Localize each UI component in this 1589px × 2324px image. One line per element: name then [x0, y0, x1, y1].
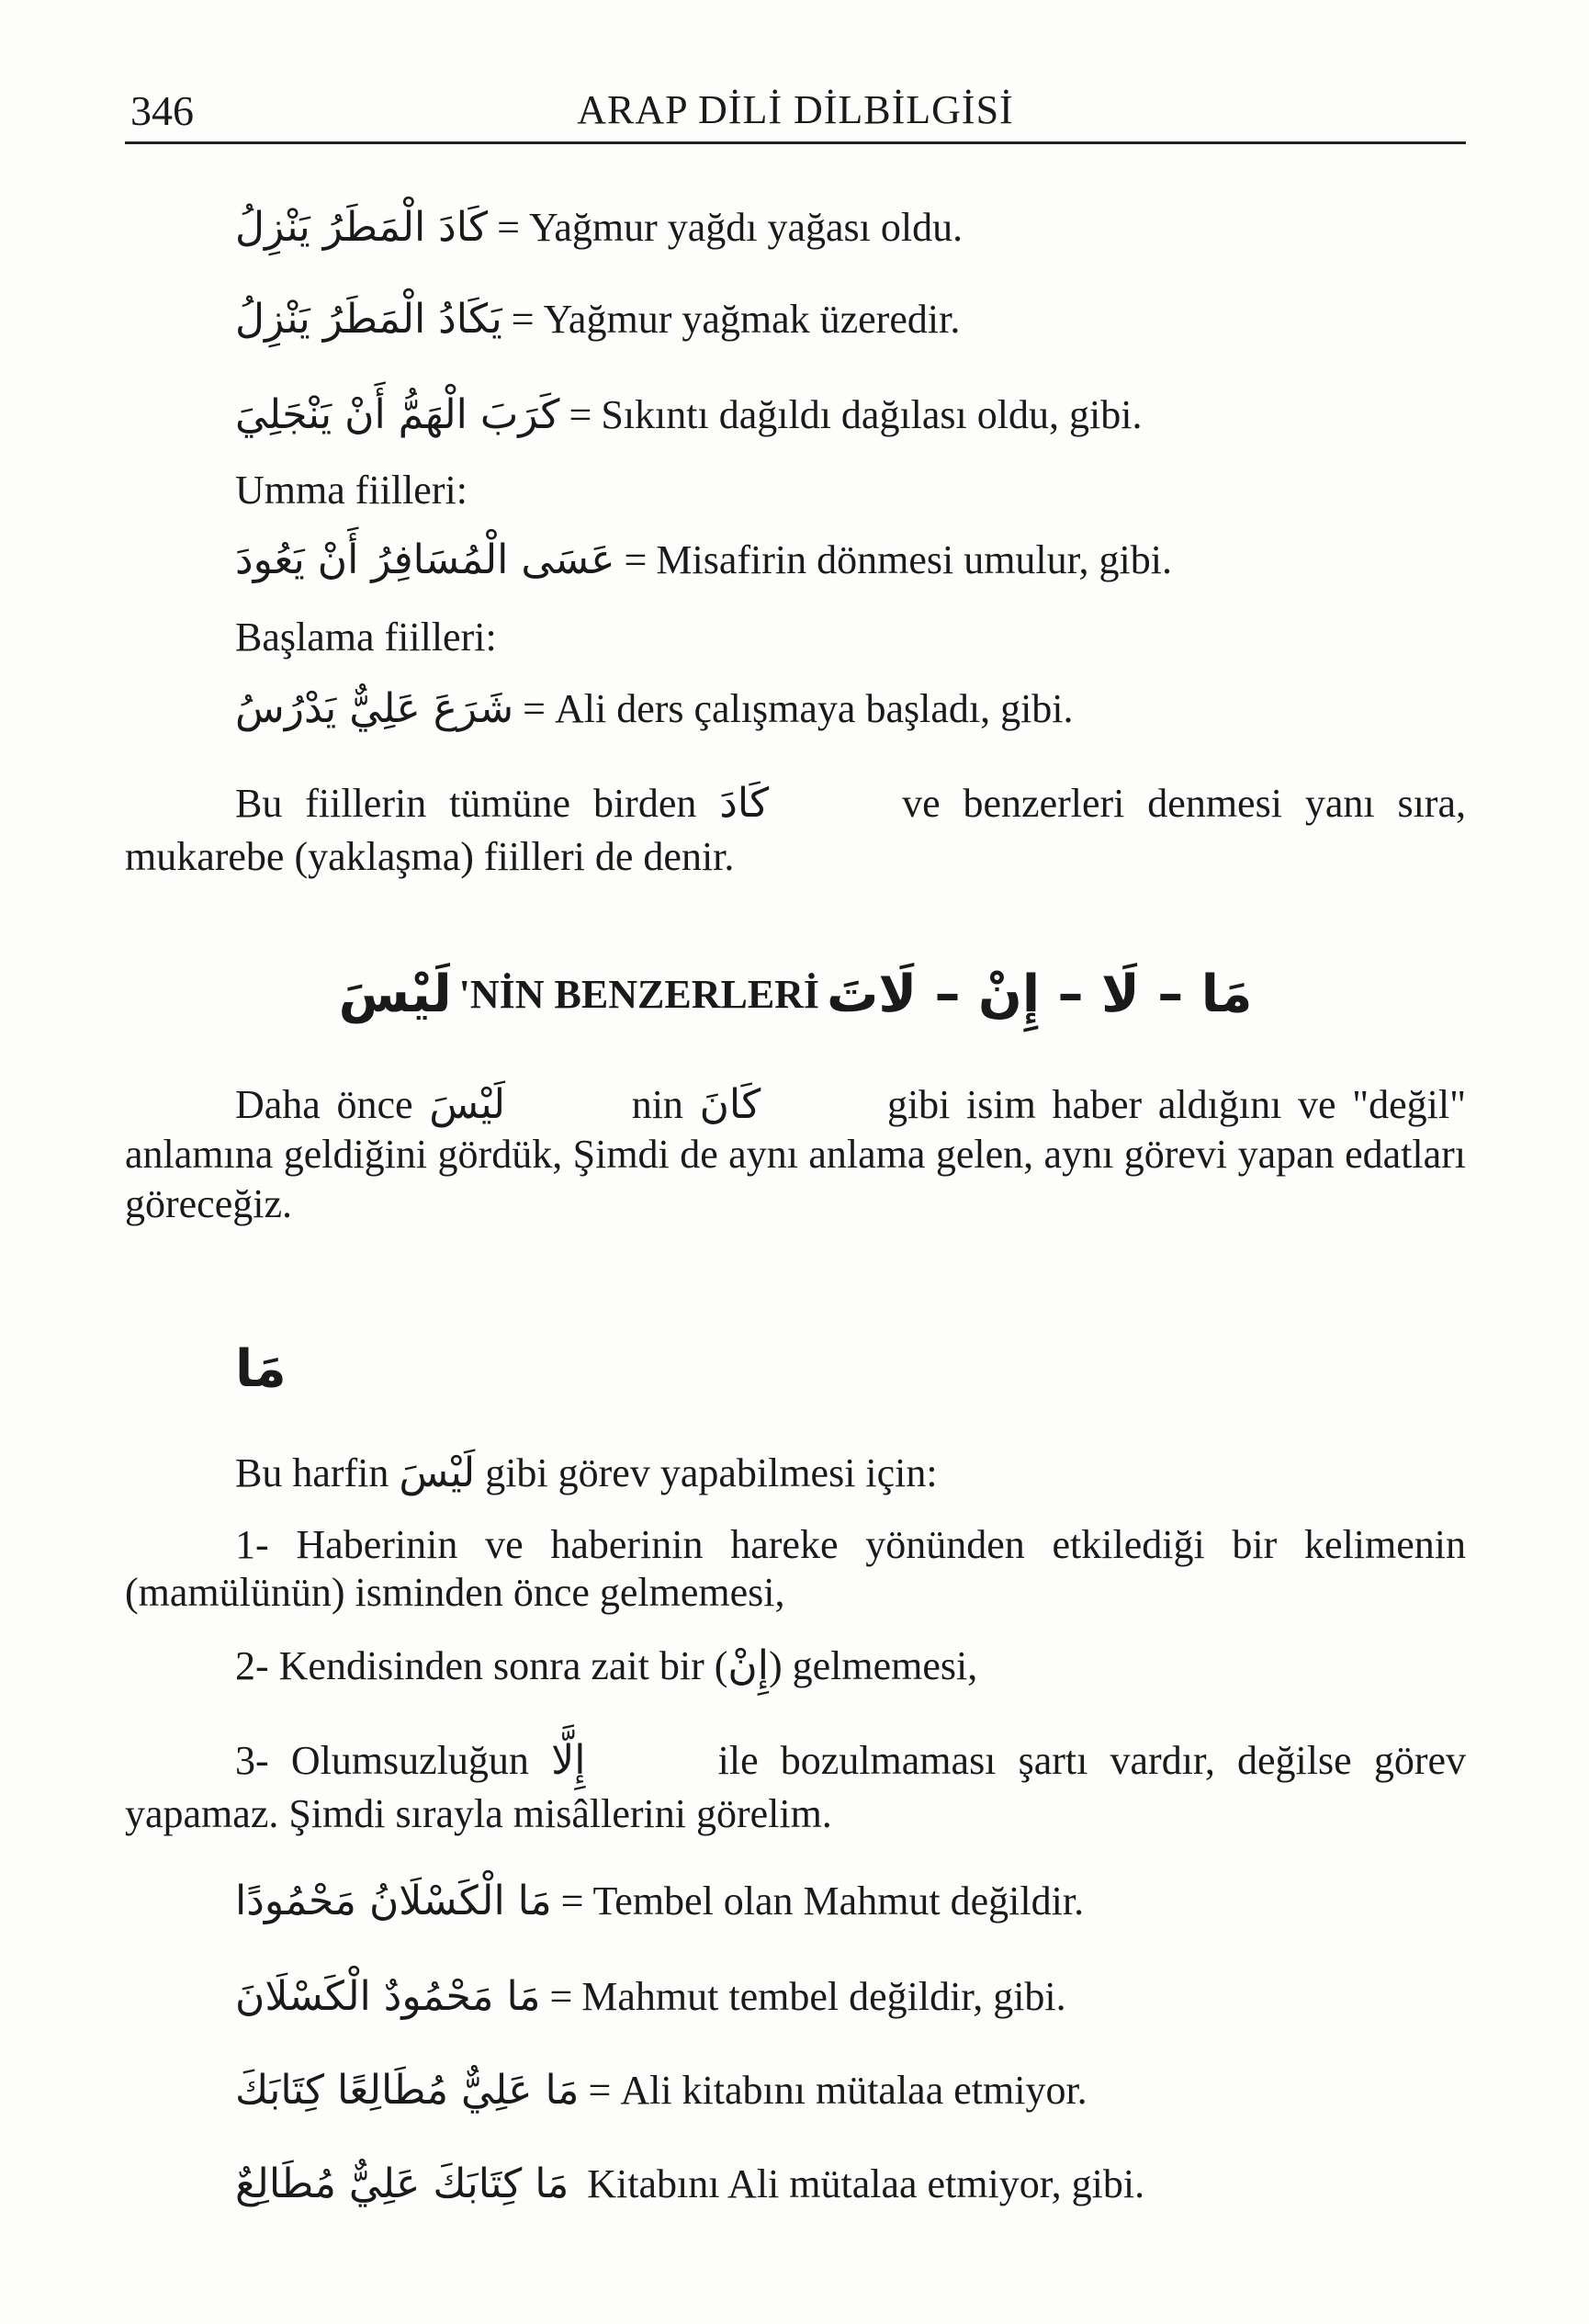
equals-sign: =	[523, 686, 546, 731]
text-segment: gibi isim haber aldığını ve "değil" anlamına geldiğini gördük, Şimdi de aynı anlama gelen, aynı görevi yapan edatları göreceğiz.	[125, 1082, 1467, 1226]
equals-sign: =	[497, 205, 520, 250]
sub-heading: مَا	[235, 1339, 287, 1399]
condition-item	[125, 1734, 1466, 1841]
example-line	[235, 2160, 1144, 2208]
example-line	[235, 685, 1074, 733]
running-title: ARAP DİLİ DİLBİLGİSİ	[577, 87, 1014, 132]
paragraph	[235, 1450, 938, 1497]
condition-item	[235, 1642, 977, 1690]
equals-sign: =	[588, 2068, 612, 2113]
translation: Sıkıntı dağıldı dağılası oldu, gibi.	[601, 392, 1143, 437]
arabic-word: كَانَ	[699, 1081, 761, 1128]
baslama-label: Başlama fiilleri:	[235, 615, 497, 660]
condition-item: 1- Haberinin ve haberinin hareke yönünden etkilediği bir kelimenin (mamülünün) isminden önce gelmemesi,	[125, 1522, 1466, 1615]
paragraph	[125, 777, 1466, 884]
paragraph	[125, 1080, 1466, 1229]
text-segment: ve benzerleri denmesi yanı sıra, mukarebe (yaklaşma) fiilleri de denir.	[125, 781, 1466, 879]
umma-label: Umma fiilleri:	[235, 468, 468, 513]
text-segment: ile bozulmaması şartı vardır, değilse görev yapamaz. Şimdi sırayla misâllerini görelim.	[125, 1738, 1466, 1836]
translation: Mahmut tembel değildir, gibi.	[581, 1974, 1066, 2019]
text-segment: Bu fiillerin tümüne birden	[235, 781, 697, 826]
section-heading	[125, 965, 1466, 1038]
example-line	[235, 204, 963, 252]
arabic-phrase: كَادَ الْمَطَرُ يَنْزِلُ	[235, 204, 489, 251]
arabic-phrase: مَا كِتَابَكَ عَلِيٌّ مُطَالِعٌ	[235, 2160, 569, 2207]
arabic-phrase: مَا عَلِيٌّ مُطَالِعًا كِتَابَكَ	[235, 2067, 580, 2114]
translation: Misafirin dönmesi umulur, gibi.	[656, 537, 1172, 582]
arabic-word: كَادَ	[719, 780, 770, 827]
translation: Yağmur yağmak üzeredir.	[543, 297, 961, 342]
text-segment: Bu harfin	[235, 1450, 389, 1495]
equals-sign: =	[624, 537, 648, 582]
translation: Tembel olan Mahmut değildir.	[592, 1878, 1085, 1924]
example-line	[235, 296, 960, 344]
text-segment: 2- Kendisinden sonra zait bir (	[235, 1643, 728, 1688]
text-segment: nin	[631, 1082, 683, 1127]
arabic-phrase: مَا مَحْمُودٌ الْكَسْلَانَ	[235, 1973, 541, 2020]
translation: Yağmur yağdı yağası oldu.	[528, 205, 964, 250]
example-line	[235, 1878, 1084, 1925]
text-segment: Daha önce	[235, 1082, 413, 1127]
page-header	[125, 81, 1466, 144]
arabic-word: لَيْسَ	[429, 1081, 506, 1128]
arabic-particles: مَا – لَا – إِنْ – لَاتَ	[827, 965, 1253, 1024]
example-line	[235, 391, 1142, 439]
equals-sign: =	[569, 392, 592, 437]
example-line	[235, 2067, 1088, 2115]
page-number: 346	[130, 87, 194, 134]
equals-sign: =	[511, 297, 535, 342]
arabic-phrase: مَا الْكَسْلَانُ مَحْمُودًا	[235, 1878, 552, 1924]
example-line	[235, 536, 1172, 584]
arabic-laysa: لَيْسَ	[338, 965, 452, 1024]
arabic-phrase: يَكَادُ الْمَطَرُ يَنْزِلُ	[235, 296, 502, 343]
equals-sign: =	[560, 1878, 584, 1924]
translation: Ali kitabını mütalaa etmiyor.	[620, 2068, 1088, 2113]
arabic-phrase: شَرَعَ عَلِيٌّ يَدْرُسُ	[235, 685, 514, 732]
arabic-phrase: عَسَى الْمُسَافِرُ أَنْ يَعُودَ	[235, 536, 615, 583]
translation: Kitabını Ali mütalaa etmiyor, gibi.	[587, 2161, 1145, 2206]
arabic-phrase: كَرَبَ الْهَمُّ أَنْ يَنْجَلِيَ	[235, 391, 560, 438]
text-segment: 3- Olumsuzluğun	[235, 1738, 529, 1783]
example-line	[235, 1973, 1066, 2021]
translation: Ali ders çalışmaya başladı, gibi.	[555, 686, 1074, 731]
arabic-word: إِلَّا	[551, 1737, 586, 1784]
arabic-word: لَيْسَ	[399, 1450, 476, 1496]
text-segment: ) gelmemesi,	[768, 1643, 978, 1688]
equals-sign: =	[549, 1974, 573, 2019]
heading-text: 'NİN BENZERLERİ	[458, 972, 820, 1017]
arabic-word: إِنْ	[727, 1642, 769, 1689]
text-segment: gibi görev yapabilmesi için:	[485, 1450, 938, 1495]
